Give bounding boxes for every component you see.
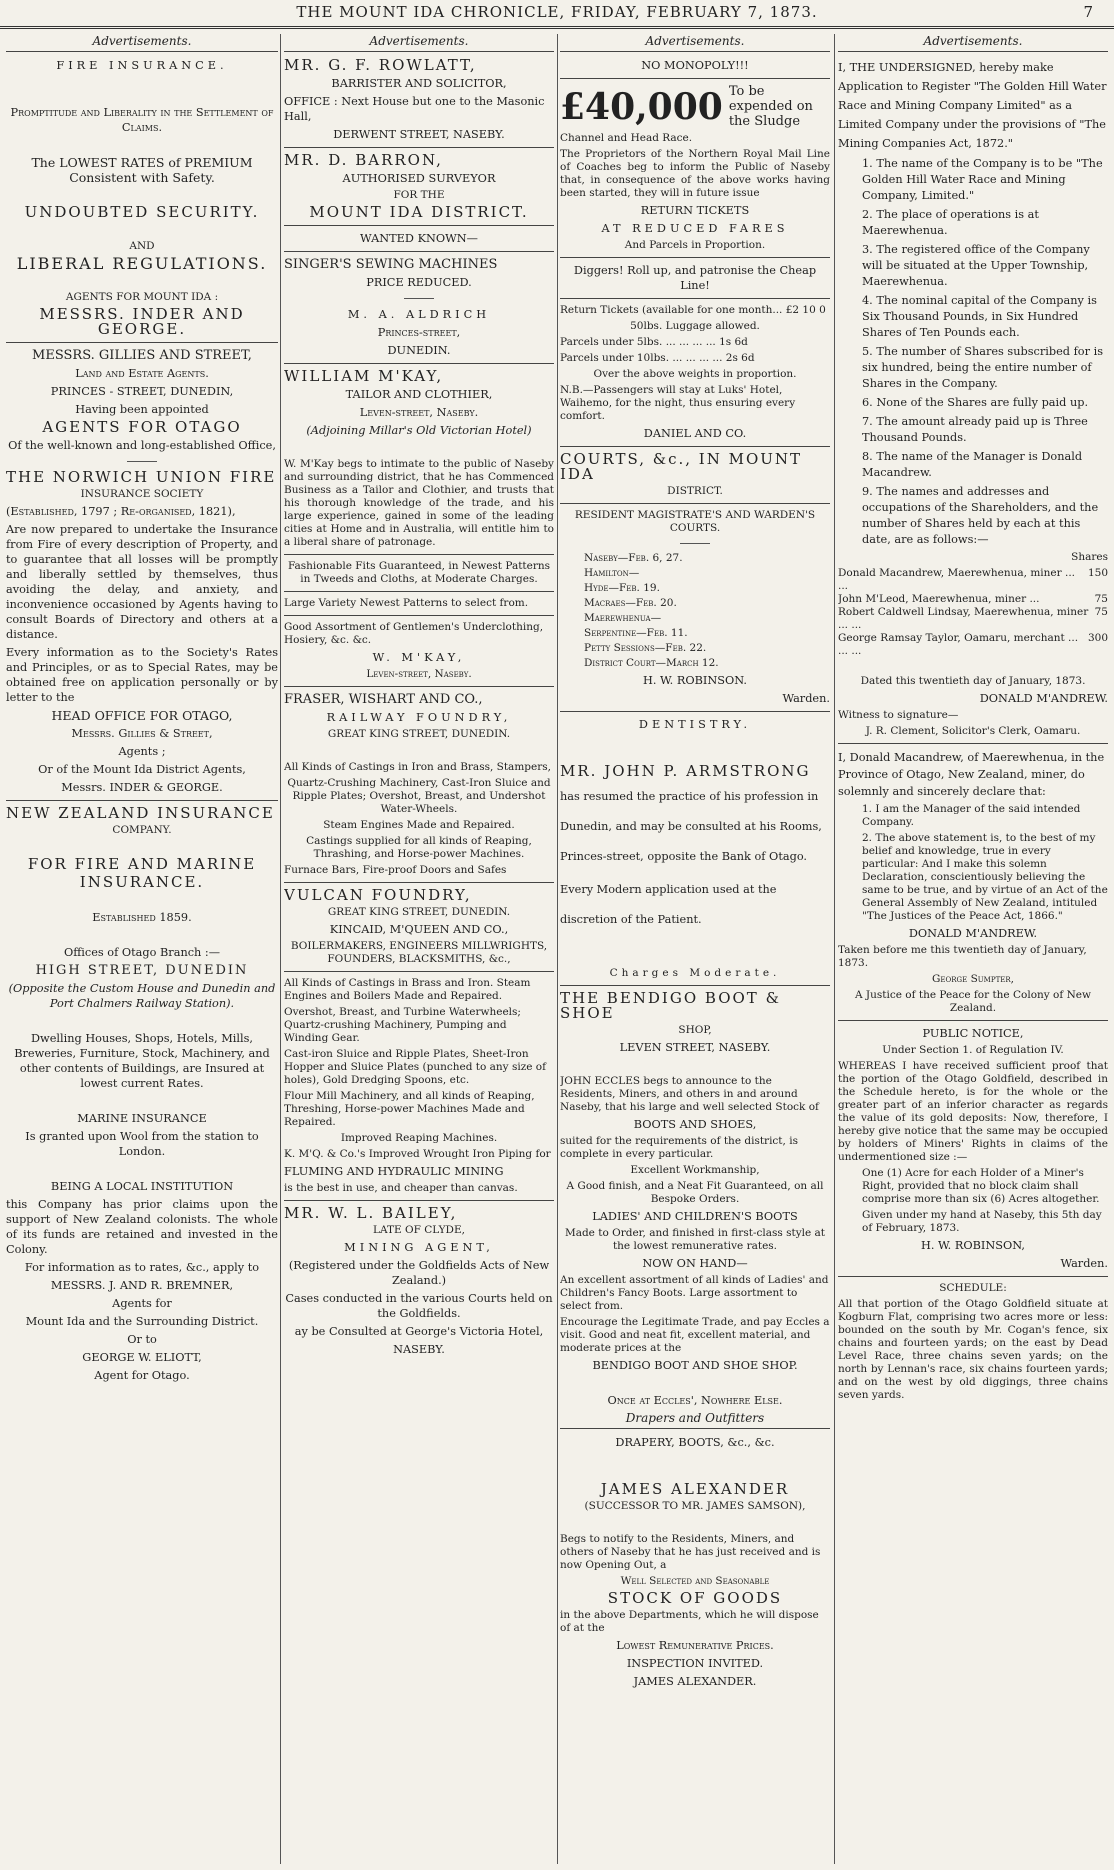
ad-heading: LADIES' AND CHILDREN'S BOOTS xyxy=(592,1210,798,1223)
ad-body: Every Modern application used at the discretion of the Patient. xyxy=(560,883,777,926)
ad-body: Encourage the Legitimate Trade, and pay Eccles a visit. Good and neat fit, excellent material, and moderate prices at the xyxy=(560,1316,830,1354)
ad-text: (Registered under the Goldfields Acts of New Zealand.) xyxy=(288,1259,550,1287)
ad-text: AGENTS FOR MOUNT IDA : xyxy=(65,291,219,303)
court-date: Serpentine—Feb. 11. xyxy=(584,627,688,639)
ad-heading: SCHEDULE: xyxy=(939,1282,1007,1294)
ad-heading: THE BENDIGO BOOT & SHOE xyxy=(560,989,781,1022)
ad-text: Warden. xyxy=(1060,1257,1108,1270)
ad-text: INSPECTION INVITED. xyxy=(626,1657,764,1670)
ad-heading: MOUNT IDA DISTRICT. xyxy=(309,203,529,221)
ad-text: George Sumpter, xyxy=(932,973,1014,985)
ad-heading: MESSRS. GILLIES AND STREET, xyxy=(32,348,252,363)
list-item: 6. None of the Shares are fully paid up. xyxy=(862,396,1089,409)
ad-text: Offices of Otago Branch :— xyxy=(63,946,221,959)
ad-text: COMPANY. xyxy=(112,824,172,836)
section-heading: Advertisements. xyxy=(6,34,278,52)
ad-text: Excellent Workmanship, xyxy=(630,1164,760,1176)
ad-body: Are now prepared to undertake the Insurance from Fire of every description of Property, and to guarantee that all losses will be promptly and liberally settled by themselves, thus avoiding the delay, and anxiety, and inconvenience occasioned by Agents having to consult Boards of Directory and others at a distance. xyxy=(6,523,278,641)
list-item: 4. The nominal capital of the Company is Six Thousand Pounds, in Six Hundred Shares of Ten Pounds each. xyxy=(862,294,1097,339)
ad-text: For information as to rates, &c., apply to xyxy=(24,1261,260,1274)
ad-text: OFFICE : Next House but one to the Masonic Hall, xyxy=(284,95,545,123)
ad-heading: NO MONOPOLY!!! xyxy=(641,59,749,72)
ad-heading: COURTS, &c., IN MOUNT IDA xyxy=(560,450,803,483)
ad-body: Castings supplied for all kinds of Reaping, Thrashing, and Horse-power Machines. xyxy=(306,835,532,860)
ad-heading: MESSRS. J. AND R. BREMNER, xyxy=(50,1279,234,1292)
ad-heading: WILLIAM M'KAY, xyxy=(284,367,444,385)
ad-text: GREAT KING STREET, DUNEDIN. xyxy=(327,906,511,918)
ad-heading: LIBERAL REGULATIONS. xyxy=(16,254,268,273)
ad-text: The LOWEST RATES of PREMIUM Consistent with Safety. xyxy=(31,155,253,185)
ad-heading: MR. W. L. BAILEY, xyxy=(284,1204,458,1222)
ad-heading: VULCAN FOUNDRY, xyxy=(284,886,472,904)
ad-body: Made to Order, and finished in first-class style at the lowest remunerative rates. xyxy=(564,1227,826,1252)
ad-body: I, Donald Macandrew, of Maerewhenua, in the Province of Otago, New Zealand, miner, do solemnly and sincerely declare that: xyxy=(838,751,1105,798)
list-item: 8. The name of the Manager is Donald Macandrew. xyxy=(862,450,1083,479)
ad-text: Dated this twentieth day of January, 1873. xyxy=(860,675,1086,687)
ad-text: Established 1859. xyxy=(92,911,192,924)
ad-body: is the best in use, and cheaper than canvas. xyxy=(284,1182,518,1194)
table-row xyxy=(838,567,1108,593)
shareholder-name: John M'Leod, Maerewhenua, miner ... xyxy=(838,593,1040,605)
ad-text: Princes-street, xyxy=(377,326,461,339)
share-count: 300 xyxy=(1087,632,1108,644)
ad-heading: AT REDUCED FARES xyxy=(601,222,789,235)
section-heading: Advertisements. xyxy=(838,34,1108,52)
ad-body: Dwelling Houses, Shops, Hotels, Mills, Breweries, Furniture, Stock, Machinery, and other contents of Buildings, are Insured at lowest current Rates. xyxy=(14,1032,270,1090)
ad-body: Fashionable Fits Guaranteed, in Newest Patterns in Tweeds and Cloths, at Moderate Charges. xyxy=(287,560,551,585)
ad-heading: MR. D. BARRON, xyxy=(284,151,443,169)
ad-text: ay be Consulted at George's Victoria Hotel, xyxy=(294,1325,544,1338)
table-row xyxy=(838,593,1108,606)
ad-body: Cast-iron Sluice and Ripple Plates, Sheet-Iron Hopper and Sluice Plates (punched to any size of holes), Gold Dredging Spoons, etc. xyxy=(284,1048,546,1086)
ad-text: GREAT KING STREET, DUNEDIN. xyxy=(327,728,511,740)
ad-body: All Kinds of Castings in Iron and Brass, Stampers, xyxy=(284,761,551,773)
signature: H. W. ROBINSON, xyxy=(920,1239,1026,1252)
ad-text: Or of the Mount Ida District Agents, xyxy=(38,763,246,776)
table-row xyxy=(838,632,1108,658)
ad-heading: JAMES ALEXANDER. xyxy=(633,1675,757,1688)
ad-heading: GEORGE W. ELIOTT, xyxy=(82,1351,202,1364)
ad-text: Agents ; xyxy=(118,745,166,758)
ad-heading: MR. G. F. ROWLATT, xyxy=(284,56,477,74)
list-item: 3. The registered office of the Company will be situated at the Upper Township, Maerewhenua. xyxy=(862,243,1090,288)
signature: DONALD M'ANDREW. xyxy=(979,692,1108,705)
ad-heading: DENTISTRY. xyxy=(638,718,752,731)
ad-body: All Kinds of Castings in Brass and Iron. Steam Engines and Boilers Made and Repaired. xyxy=(284,977,531,1002)
ad-body: WHEREAS I have received sufficient proof that the portion of the Otago Goldfield, described in the Schedule hereto, is for the whole or the greater part of an inferior character as regards the value of its gold deposits: Now, therefore, I hereby give notice that the same may be occupied by holders of Miners' Rights in claims of the undermentioned size :— xyxy=(838,1060,1108,1163)
ad-body: has resumed the practice of his profession in Dunedin, and may be consulted at his Rooms, Princes-street, opposite the Bank of Otago. xyxy=(560,790,822,863)
shareholder-name: Donald Macandrew, Maerewhenua, miner ... ... xyxy=(838,567,1076,592)
ad-text: To be expended on the Sludge xyxy=(728,84,813,129)
ad-body: The Proprietors of the Northern Royal Mail Line of Coaches beg to inform the Public of Naseby that, in consequence of the above works having been started, they will in future issue xyxy=(560,148,830,199)
list-item: 1. I am the Manager of the said intended Company. xyxy=(862,803,1081,828)
ad-text: (SUCCESSOR TO MR. JAMES SAMSON), xyxy=(584,1500,806,1512)
ad-heading: W. M'KAY, xyxy=(372,651,466,664)
ad-body: Quartz-Crushing Machinery, Cast-Iron Sluice and Ripple Plates; Overshot, Breast, and Undershot Water-Wheels. xyxy=(287,777,551,815)
shareholder-name: Robert Caldwell Lindsay, Maerewhenua, miner ... ... xyxy=(838,606,1089,631)
ad-text: NASEBY. xyxy=(393,1343,445,1356)
ad-heading: AGENTS FOR OTAGO xyxy=(42,418,242,436)
ad-text: Or to xyxy=(127,1333,157,1346)
column-rule xyxy=(280,34,281,1864)
ad-text: AUTHORISED SURVEYOR xyxy=(342,172,496,185)
ad-text: BOILERMAKERS, ENGINEERS MILLWRIGHTS, FOUNDERS, BLACKSMITHS, &c., xyxy=(290,940,548,965)
ad-body: I, THE UNDERSIGNED, hereby make Application to Register "The Golden Hill Water Race and Mining Company Limited" as a Limited Company under the provisions of "The Mining Companies Act, 1872." xyxy=(838,61,1107,150)
ad-body: All that portion of the Otago Goldfield situate at Kogburn Flat, comprising two acres more or less: bounded on the south by Mr. Cogan's fence, six chains and fourteen yards; on the east by Dead Level Race, three chains seven yards; on the north by Lennan's race, six chains fourteen yards; and on the west by old diggings, three chains seven yards. xyxy=(838,1298,1108,1401)
court-date: Petty Sessions—Feb. 22. xyxy=(584,642,707,654)
ad-text: J. R. Clement, Solicitor's Clerk, Oamaru. xyxy=(865,725,1081,737)
ad-text: BARRISTER AND SOLICITOR, xyxy=(331,77,507,90)
share-count: 75 xyxy=(1094,606,1108,618)
list-item: 7. The amount already paid up is Three Thousand Pounds. xyxy=(862,415,1088,444)
ad-body: this Company has prior claims upon the support of New Zealand colonists. The whole of its funds are retained and invested in the Colony. xyxy=(6,1198,278,1256)
ad-heading: RAILWAY FOUNDRY, xyxy=(326,711,512,724)
column-2 xyxy=(284,34,554,1864)
ad-heading: BEING A LOCAL INSTITUTION xyxy=(50,1180,234,1193)
court-date: Maerewhenua— xyxy=(584,612,662,624)
shareholder-table xyxy=(838,567,1108,658)
ad-text: Mount Ida and the Surrounding District. xyxy=(25,1315,259,1328)
ad-text: TAILOR AND CLOTHIER, xyxy=(345,388,493,401)
ad-body: Overshot, Breast, and Turbine Waterwheels; Quartz-crushing Machinery, Pumping and Winding Gear. xyxy=(284,1006,521,1044)
ad-heading: MESSRS. INDER AND GEORGE. xyxy=(39,305,245,338)
ad-text: Of the well-known and long-established Office, xyxy=(8,439,276,452)
ad-text: LEVEN STREET, NASEBY. xyxy=(619,1041,771,1054)
ad-body: Every information as to the Society's Rates and Principles, or as to Special Rates, may be obtained free on application personally or by letter to the xyxy=(6,646,278,704)
ad-text: Parcels under 10lbs. ... ... ... ... 2s 6d xyxy=(560,352,755,364)
ad-text: Agents for xyxy=(112,1297,172,1310)
column-4 xyxy=(838,34,1108,1864)
ad-body: Large Variety Newest Patterns to select from. xyxy=(284,597,529,609)
ad-text: DERWENT STREET, NASEBY. xyxy=(333,128,505,141)
ad-heading: PUBLIC NOTICE, xyxy=(922,1027,1024,1040)
table-row xyxy=(838,606,1108,632)
ad-text: Well Selected and Seasonable xyxy=(620,1575,770,1587)
ad-text: Parcels under 5lbs. ... ... ... ... 1s 6d xyxy=(560,336,748,348)
ad-heading: BOOTS AND SHOES, xyxy=(633,1118,757,1131)
ad-text: And Parcels in Proportion. xyxy=(624,239,766,251)
ad-heading: HEAD OFFICE FOR OTAGO, xyxy=(51,708,233,723)
ad-text: Leven-street, Naseby. xyxy=(366,668,472,680)
ad-text: Taken before me this twentieth day of January, 1873. xyxy=(838,944,1087,969)
ad-text: Charges Moderate. xyxy=(609,967,781,979)
ad-text: FOR THE xyxy=(393,189,445,201)
ad-body: suited for the requirements of the district, is complete in every particular. xyxy=(560,1135,798,1160)
ad-body: A Good finish, and a Neat Fit Guaranteed, on all Bespoke Orders. xyxy=(566,1180,824,1205)
ad-heading: FLUMING AND HYDRAULIC MINING xyxy=(284,1165,504,1178)
ad-heading: MARINE INSURANCE xyxy=(77,1112,207,1125)
ad-text: WANTED KNOWN— xyxy=(360,232,478,245)
court-date: Hyde—Feb. 19. xyxy=(584,582,660,594)
page-number: 7 xyxy=(1083,3,1094,21)
ad-text: A Justice of the Peace for the Colony of New Zealand. xyxy=(855,989,1091,1014)
ad-heading: NEW ZEALAND INSURANCE xyxy=(6,804,275,822)
shares-label: Shares xyxy=(1071,551,1108,563)
shareholder-name: George Ramsay Taylor, Oamaru, merchant ... ... ... xyxy=(838,632,1079,657)
column-rule xyxy=(834,34,835,1864)
ad-heading: UNDOUBTED SECURITY. xyxy=(24,203,260,221)
ad-text: SHOP, xyxy=(678,1024,712,1036)
ad-text: Channel and Head Race. xyxy=(560,132,693,144)
column-rule xyxy=(557,34,558,1864)
ad-heading: RETURN TICKETS xyxy=(640,204,750,217)
list-item: 2. The place of operations is at Maerewhenua. xyxy=(862,208,1039,237)
ad-body: Furnace Bars, Fire-proof Doors and Safes xyxy=(284,864,507,876)
share-count: 150 xyxy=(1087,567,1108,579)
ad-heading: BENDIGO BOOT AND SHOE SHOP. xyxy=(592,1359,798,1372)
masthead-title: THE MOUNT IDA CHRONICLE, FRIDAY, FEBRUARY 7, 1873. xyxy=(296,3,818,21)
column-1 xyxy=(6,34,278,1864)
ad-heading: KINCAID, M'QUEEN AND CO., xyxy=(329,923,509,936)
ad-text: Messrs. Gillies & Street, xyxy=(71,727,213,740)
ad-text: AND xyxy=(129,240,155,252)
ad-text: INSURANCE SOCIETY xyxy=(80,488,204,500)
ad-text: H. W. ROBINSON. xyxy=(642,674,748,687)
ad-heading: INSURANCE. xyxy=(79,873,205,891)
section-heading: Advertisements. xyxy=(560,34,830,52)
ad-text: Agent for Otago. xyxy=(94,1369,190,1382)
court-date: Naseby—Feb. 6, 27. xyxy=(584,552,683,564)
ad-text: DANIEL AND CO. xyxy=(643,427,747,440)
ad-text: (Adjoining Millar's Old Victorian Hotel) xyxy=(306,424,532,437)
ad-amount: £40,000 xyxy=(560,85,723,128)
ad-text: Messrs. INDER & GEORGE. xyxy=(61,781,223,794)
ad-heading: HIGH STREET, DUNEDIN xyxy=(35,963,249,978)
ad-body: An excellent assortment of all kinds of Ladies' and Children's Fancy Boots. Large assortment to select from. xyxy=(560,1274,829,1312)
list-item: 5. The number of Shares subscribed for is six hundred, being the entire number of Shares in the Company. xyxy=(862,345,1103,390)
ad-text: Is granted upon Wool from the station to London. xyxy=(25,1130,259,1158)
ad-text: Leven-street, Naseby. xyxy=(359,406,479,419)
ad-text: Given under my hand at Naseby, this 5th day of February, 1873. xyxy=(862,1209,1102,1234)
ad-body: JOHN ECCLES begs to announce to the Residents, Miners, and others in and around Naseby, that his large and well selected Stock of xyxy=(560,1075,819,1113)
ad-body: Improved Reaping Machines. xyxy=(340,1132,498,1144)
ad-heading: MR. JOHN P. ARMSTRONG xyxy=(560,762,811,780)
ad-text: LATE OF CLYDE, xyxy=(373,1224,465,1236)
ad-body: Steam Engines Made and Repaired. xyxy=(323,819,515,831)
court-date: Macraes—Feb. 20. xyxy=(584,597,677,609)
section-heading: Drapers and Outfitters xyxy=(560,1411,830,1429)
ad-heading: THE NORWICH UNION FIRE xyxy=(6,468,277,486)
ad-heading: FIRE INSURANCE. xyxy=(56,59,228,72)
ad-body: W. M'Kay begs to intimate to the public of Naseby and surrounding district, that he has Commenced Business as a Tailor and Clothier, and trusts that his thorough knowledge of the trade, and his large experience, gained in some of the leading cities at Home and in Australia, will entitle him to a liberal share of patronage. xyxy=(284,458,554,548)
ad-text: Return Tickets (available for one month... £2 10 0 xyxy=(560,304,826,316)
ad-heading: NOW ON HAND— xyxy=(642,1257,748,1270)
ad-body: One (1) Acre for each Holder of a Miner's Right, provided that no block claim shall comprise more than six (6) Acres altogether. xyxy=(862,1167,1100,1205)
ad-heading: MINING AGENT, xyxy=(344,1241,494,1254)
ad-text: Under Section 1. of Regulation IV. xyxy=(882,1044,1064,1056)
ad-text: N.B.—Passengers will stay at Luks' Hotel, Waihemo, for the night, thus ensuring every comfort. xyxy=(560,384,796,422)
ad-text: DUNEDIN. xyxy=(387,344,451,357)
court-date: Hamilton— xyxy=(584,567,640,579)
ad-text: PRICE REDUCED. xyxy=(366,276,472,289)
ad-body: Good Assortment of Gentlemen's Underclothing, Hosiery, &c. &c. xyxy=(284,621,544,646)
list-item: 2. The above statement is, to the best of my belief and knowledge, true in every particular: And I make this solemn Declaration, conscientiously believing the same to be true, and by virtue of an Act of the General Assembly of New Zealand, intituled "The Justices of the Peace Act, 1866." xyxy=(862,832,1108,922)
share-count: 75 xyxy=(1094,593,1108,605)
column-3 xyxy=(560,34,830,1864)
list-item: 1. The name of the Company is to be "The Golden Hill Water Race and Mining Company, Limited." xyxy=(862,157,1103,202)
ad-heading: STOCK OF GOODS xyxy=(607,1589,783,1607)
ad-text: DISTRICT. xyxy=(667,485,723,497)
ad-text: Once at Eccles', Nowhere Else. xyxy=(607,1394,783,1407)
ad-text: Warden. xyxy=(782,692,830,705)
ad-text: (Opposite the Custom House and Dunedin and Port Chalmers Railway Station). xyxy=(8,982,276,1010)
ad-body: in the above Departments, which he will dispose of at the xyxy=(560,1609,819,1634)
ad-body: Begs to notify to the Residents, Miners, and others of Naseby that he has just received and is now Opening Out, a xyxy=(560,1533,821,1571)
court-date: District Court—March 12. xyxy=(584,657,719,669)
ad-text: RESIDENT MAGISTRATE'S AND WARDEN'S COURTS. xyxy=(574,509,816,534)
ad-heading: FRASER, WISHART AND CO., xyxy=(284,692,483,707)
ad-text: (Established, 1797 ; Re-organised, 1821), xyxy=(6,505,236,518)
ad-text: Lowest Remunerative Prices. xyxy=(616,1639,774,1652)
ad-text: Cases conducted in the various Courts held on the Goldfields. xyxy=(285,1292,553,1320)
section-heading: Advertisements. xyxy=(284,34,554,52)
ad-text: Promptitude and Liberality in the Settlement of Claims. xyxy=(10,106,274,134)
ad-text: Having been appointed xyxy=(75,403,209,416)
ad-heading: M. A. ALDRICH xyxy=(347,308,491,321)
signature: DONALD M'ANDREW. xyxy=(908,927,1038,940)
ad-text: Witness to signature— xyxy=(838,709,959,721)
list-item: 9. The names and addresses and occupations of the Shareholders, and the number of Shares held by each at this date, are as follows:— xyxy=(862,485,1099,546)
ad-text: Over the above weights in proportion. xyxy=(593,368,797,380)
ad-text: 50lbs. Luggage allowed. xyxy=(630,320,760,332)
masthead xyxy=(0,0,1114,29)
ad-text: Diggers! Roll up, and patronise the Cheap Line! xyxy=(573,264,817,292)
ad-heading: JAMES ALEXANDER xyxy=(600,1480,790,1498)
ad-body: Flour Mill Machinery, and all kinds of Reaping, Threshing, Horse-power Machines Made and Repaired. xyxy=(284,1090,535,1128)
ad-text: Land and Estate Agents. xyxy=(75,367,209,380)
ad-heading: DRAPERY, BOOTS, &c., &c. xyxy=(615,1436,775,1449)
ad-body: K. M'Q. & Co.'s Improved Wrought Iron Piping for xyxy=(284,1148,551,1160)
ad-heading: FOR FIRE AND MARINE xyxy=(27,855,257,873)
ad-text: PRINCES - STREET, DUNEDIN, xyxy=(50,385,234,398)
ad-heading: SINGER'S SEWING MACHINES xyxy=(284,257,498,272)
